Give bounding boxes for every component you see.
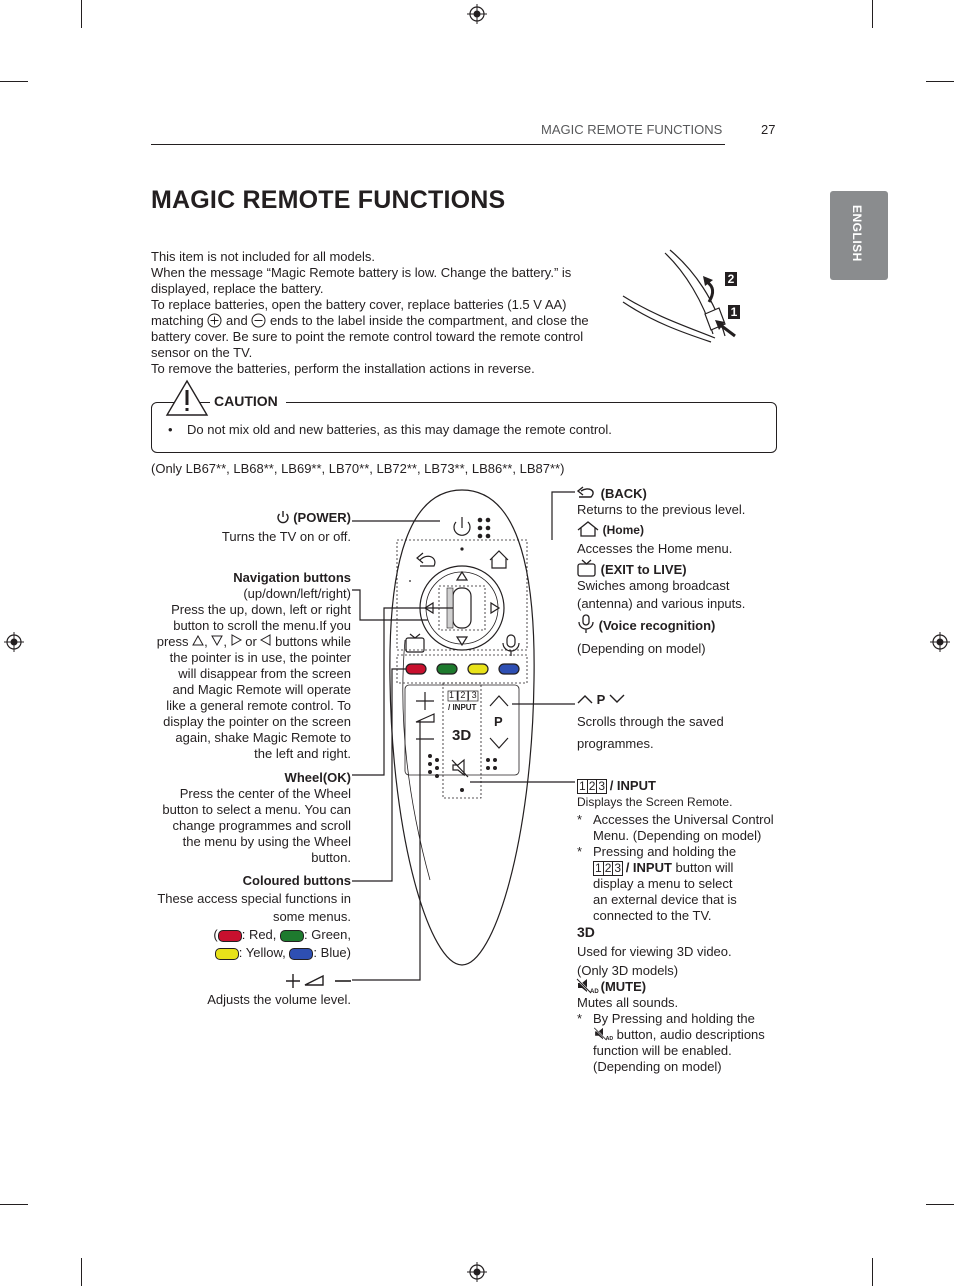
nav-sub: (up/down/left/right)	[243, 586, 351, 601]
input-note-text: connected to the TV.	[593, 908, 712, 923]
programme-label	[577, 692, 724, 752]
input-note-text: Menu. (Depending on model)	[593, 828, 762, 843]
input-note-text: an external device that is	[593, 892, 737, 907]
remote-input-label: / INPUT	[448, 703, 477, 712]
intro-line: This item is not included for all models.	[151, 249, 375, 264]
volume-icons	[285, 972, 353, 990]
coloured-desc: : Green,	[304, 927, 351, 942]
voice-desc: (Depending on model)	[577, 641, 706, 656]
coloured-desc: : Red,	[241, 927, 277, 942]
mute-note-text: function will be enabled.	[593, 1043, 732, 1058]
mute-note-text: (Depending on model)	[593, 1059, 722, 1074]
nav-desc: again, shake Magic Remote to	[175, 730, 351, 745]
nav-desc: display the pointer on the screen	[163, 714, 351, 729]
crop-mark	[0, 81, 28, 82]
nav-desc: like a general remote control. To	[166, 698, 351, 713]
nav-desc: buttons while	[275, 634, 351, 649]
svg-text:AD: AD	[590, 989, 599, 995]
blue-swatch	[289, 948, 313, 960]
page-number: 27	[761, 122, 776, 137]
green-swatch	[280, 930, 304, 942]
wheel-label	[162, 770, 351, 866]
registration-mark-icon	[467, 1262, 487, 1282]
nav-title: Navigation buttons	[233, 570, 351, 585]
crop-mark	[81, 0, 82, 28]
intro-line: sensor on the TV.	[151, 345, 253, 360]
intro-line: When the message “Magic Remote battery is low. Change the battery.” is	[151, 265, 572, 280]
down-arrow-icon	[211, 635, 223, 646]
caution-item-text: Do not mix old and new batteries, as this may damage the remote control.	[187, 422, 612, 437]
input-desc: Displays the Screen Remote.	[577, 795, 733, 809]
nav-desc: ,	[204, 634, 208, 649]
wheel-desc: button.	[311, 850, 351, 865]
input-title: / INPUT	[609, 778, 656, 793]
mute-label	[577, 978, 765, 1075]
threed-label	[577, 924, 732, 979]
intro-line: battery cover. Be sure to point the remote control toward the remote control	[151, 329, 584, 344]
chevron-down-icon	[609, 693, 625, 705]
mute-note-text: By Pressing and holding the	[593, 1011, 755, 1026]
live-title: (EXIT to LIVE)	[600, 562, 687, 577]
chevron-up-icon	[577, 693, 593, 705]
mute-note-text: button, audio descriptions	[616, 1027, 765, 1042]
mute-icon	[577, 978, 597, 994]
home-label	[577, 521, 732, 560]
crop-mark	[926, 1204, 954, 1205]
nav-desc: press	[156, 634, 189, 649]
coloured-buttons-label	[157, 872, 351, 962]
registration-mark-icon	[467, 4, 487, 24]
coloured-desc: These access special functions in	[157, 891, 351, 906]
coloured-desc: (	[213, 927, 218, 942]
live-tv-icon	[577, 559, 597, 577]
warning-triangle-icon	[165, 379, 209, 417]
voice-title: (Voice recognition)	[598, 618, 716, 633]
intro-line	[151, 313, 601, 329]
num-key-2: 2	[604, 861, 612, 875]
crop-mark	[872, 0, 873, 28]
mute-desc: Mutes all sounds.	[577, 995, 679, 1010]
battery-cover-illustration	[615, 246, 745, 346]
up-arrow-icon	[192, 635, 204, 646]
num-key-3: 3	[598, 779, 606, 793]
input-note-2	[577, 844, 774, 924]
programme-desc: programmes.	[577, 736, 654, 751]
language-tab-label: ENGLISH	[850, 205, 864, 262]
nav-desc: ,	[223, 634, 228, 649]
wheel-desc: change programmes and scroll	[172, 818, 351, 833]
live-desc: (antenna) and various inputs.	[577, 596, 746, 611]
live-label	[577, 559, 745, 614]
caution-item: • Do not mix old and new batteries, as this may damage the remote control.	[168, 422, 612, 437]
back-label	[577, 486, 745, 518]
remote-3d-label: 3D	[452, 727, 472, 744]
intro-text-span: matching	[151, 313, 204, 328]
power-desc: Turns the TV on or off.	[221, 529, 351, 544]
svg-text:AD: AD	[605, 1036, 614, 1043]
input-note-text: display a menu to select	[593, 876, 733, 891]
power-title: (POWER)	[293, 510, 351, 525]
page-title: MAGIC REMOTE FUNCTIONS	[151, 186, 506, 214]
power-label	[222, 510, 351, 548]
intro-text-span: ends to the label inside the compartment, and close the	[269, 313, 589, 328]
header-section-title: MAGIC REMOTE FUNCTIONS	[541, 122, 723, 137]
home-title: (Home)	[602, 523, 644, 537]
crop-mark	[926, 81, 954, 82]
nav-desc: the pointer is in use, the pointer	[169, 650, 351, 665]
volume-desc: Adjusts the volume level.	[207, 992, 351, 1007]
language-tab	[830, 191, 888, 280]
threed-desc: Used for viewing 3D video.	[577, 944, 732, 959]
mute-note	[577, 1011, 765, 1075]
num-key-1: 1	[579, 779, 586, 793]
input-note-text: / INPUT	[625, 860, 672, 875]
red-swatch	[218, 930, 242, 942]
models-note: (Only LB67**, LB68**, LB69**, LB70**, LB72**, LB73**, LB86**, LB87**)	[151, 461, 565, 476]
programme-title: P	[596, 692, 606, 707]
coloured-desc: some menus.	[272, 909, 351, 924]
crop-mark	[81, 1258, 82, 1286]
nav-desc: will disappear from the screen	[178, 666, 351, 681]
nav-desc: and Magic Remote will operate	[172, 682, 351, 697]
coloured-desc: : Blue)	[313, 945, 351, 960]
coloured-title: Coloured buttons	[242, 873, 351, 888]
coloured-desc: : Yellow,	[238, 945, 286, 960]
right-arrow-icon	[231, 634, 242, 646]
voice-label	[577, 614, 715, 664]
input-note-1	[577, 812, 774, 844]
header-rule	[151, 144, 725, 145]
intro-line: To remove the batteries, perform the installation actions in reverse.	[151, 361, 535, 376]
back-desc: Returns to the previous level.	[577, 502, 746, 517]
home-icon	[577, 521, 599, 537]
num-key-1: 1	[595, 861, 602, 875]
crop-mark	[872, 1258, 873, 1286]
intro-line: displayed, replace the battery.	[151, 281, 324, 296]
magic-remote-illustration	[0, 470, 954, 990]
wheel-desc: the menu by using the Wheel	[182, 834, 351, 849]
wheel-desc: button to select a menu. You can	[162, 802, 351, 817]
live-desc: Swiches among broadcast	[577, 578, 730, 593]
nav-desc: Press the up, down, left or right	[171, 602, 351, 617]
input-label	[577, 778, 774, 924]
programme-desc: Scrolls through the saved	[577, 714, 724, 729]
crop-mark	[0, 1204, 28, 1205]
intro-line: To replace batteries, open the battery cover, replace batteries (1.5 V AA)	[151, 297, 567, 312]
nav-label	[157, 570, 351, 762]
intro-text	[151, 249, 601, 377]
minus-terminal-icon	[251, 313, 266, 328]
threed-icon: 3D	[577, 924, 595, 940]
nav-desc: button to scroll the menu.If you	[173, 618, 351, 633]
wheel-title: Wheel(OK)	[284, 770, 351, 785]
num-key-2: 2	[588, 779, 596, 793]
home-desc: Accesses the Home menu.	[577, 541, 733, 556]
plus-terminal-icon	[207, 313, 222, 328]
wheel-desc: Press the center of the Wheel	[179, 786, 351, 801]
input-note-text: Pressing and holding the	[593, 844, 737, 859]
nav-desc: the left and right.	[254, 746, 351, 761]
nav-desc: or	[245, 634, 257, 649]
input-note-text: Accesses the Universal Control	[593, 812, 774, 827]
power-icon	[276, 510, 290, 524]
step-1-badge: 1	[728, 305, 740, 319]
yellow-swatch	[215, 948, 239, 960]
num-key-3: 3	[614, 861, 622, 875]
back-title: (BACK)	[600, 486, 647, 501]
remote-123-label: 1|2|3	[449, 690, 479, 700]
mute-icon	[593, 1027, 613, 1041]
input-note-text: button will	[675, 860, 734, 875]
threed-desc: (Only 3D models)	[577, 963, 679, 978]
caution-title: CAUTION	[210, 393, 286, 409]
back-icon	[577, 486, 597, 500]
mute-title: (MUTE)	[600, 979, 647, 994]
remote-p-label: P	[494, 714, 503, 729]
left-arrow-icon	[260, 634, 271, 646]
intro-text-span: and	[226, 313, 248, 328]
step-2-badge: 2	[725, 272, 737, 286]
microphone-icon	[577, 614, 595, 634]
